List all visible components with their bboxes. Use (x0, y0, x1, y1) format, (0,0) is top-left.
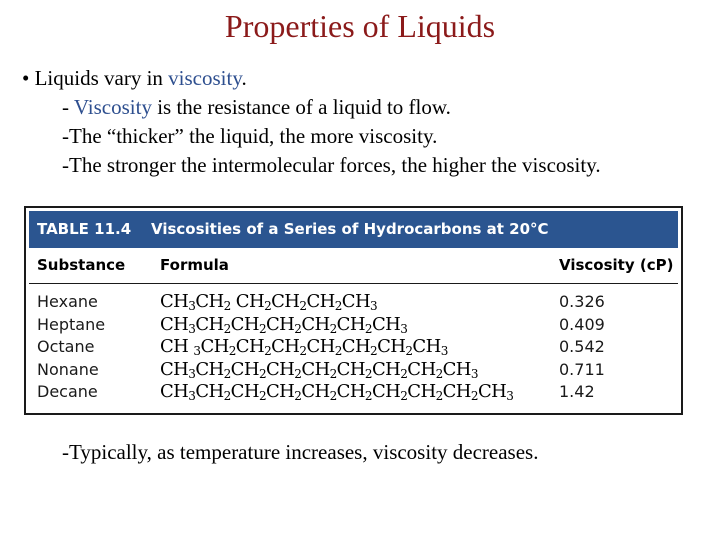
sub-line-1-prefix: - (62, 95, 74, 119)
sub-line-1-highlight: Viscosity (73, 95, 152, 119)
column-header-viscosity: Viscosity (cP) (559, 256, 674, 274)
sub-line-1-suffix: is the resistance of a liquid to flow. (151, 95, 451, 119)
column-headers (29, 248, 678, 284)
table-row (29, 336, 678, 359)
cell-viscosity: 1.42 (559, 382, 595, 401)
column-header-formula: Formula (160, 256, 229, 274)
cell-viscosity: 0.409 (559, 314, 605, 334)
table-body (29, 284, 678, 404)
viscosity-table (24, 206, 683, 415)
sub-line-1 (22, 93, 601, 122)
cell-formula: $CH_3CH_2CH_2CH_2CH_2CH_2CH_2CH_2CH_2CH_3$ (160, 381, 514, 403)
cell-formula: $CH_3CH_2CH_2CH_2CH_2CH_2CH_2CH_2CH_3$ (160, 358, 478, 381)
sub-line-2: -The “thicker” the liquid, the more viscosity. (62, 124, 438, 148)
table-header (29, 211, 678, 248)
bullet-list (22, 64, 601, 180)
table-number: TABLE 11.4 (37, 220, 132, 238)
page-title: Properties of Liquids (224, 8, 496, 44)
cell-formula: $CH_3CH_2$ $CH_2CH_2CH_2CH_3$ (160, 291, 378, 313)
viscosity-table-inner (29, 211, 678, 410)
bullet-main-suffix: . (241, 66, 247, 90)
bullet-main-highlight: viscosity (168, 66, 242, 90)
cell-substance: Decane (37, 382, 98, 401)
cell-formula: CH $_3CH_2CH_2CH_2CH_2CH_2CH_2CH_3$ (160, 336, 448, 358)
bullet-main-prefix: • Liquids vary in (22, 66, 169, 90)
table-row (29, 291, 678, 314)
table-row (29, 359, 678, 382)
cell-viscosity: 0.326 (559, 292, 605, 311)
cell-substance: Octane (37, 337, 95, 356)
footer-note: -Typically, as temperature increases, viscosity decreases. (62, 440, 539, 464)
column-header-substance: Substance (37, 256, 126, 274)
cell-substance: Nonane (37, 359, 99, 379)
cell-viscosity: 0.711 (559, 359, 605, 379)
cell-formula: $CH_3CH_2CH_2CH_2CH_2CH_2CH_3$ (160, 313, 408, 336)
sub-line-3: -The stronger the intermolecular forces, the higher the viscosity. (62, 153, 601, 177)
cell-substance: Hexane (37, 292, 98, 311)
cell-viscosity: 0.542 (559, 337, 605, 356)
table-caption: Viscosities of a Series of Hydrocarbons at 20°C (151, 220, 549, 238)
table-row (29, 381, 678, 404)
table-row (29, 314, 678, 337)
cell-substance: Heptane (37, 314, 106, 334)
bullet-main (22, 64, 601, 93)
